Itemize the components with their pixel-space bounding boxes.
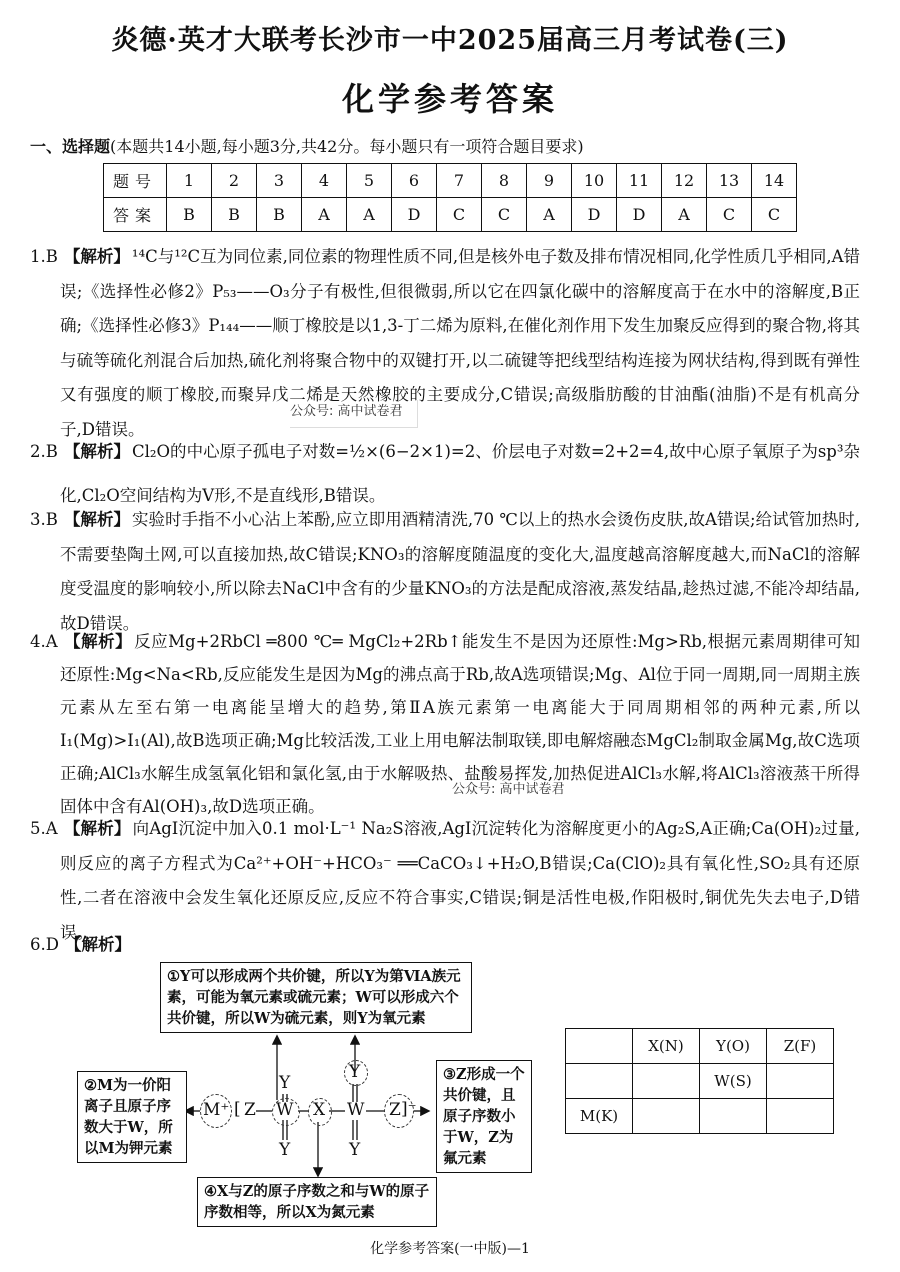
table-cell: X(N) [633,1029,700,1064]
page-title: 化学参考答案 [341,80,558,118]
table-cell: M(K) [566,1099,633,1134]
question-number: 4.A [30,632,58,651]
watermark: 公众号: 高中试卷君 [452,782,565,797]
table-cell [633,1099,700,1134]
analysis-tag: 【解析】 [63,510,131,529]
question-number-cell: 2 [212,164,257,198]
atom-m: M⁺ [203,1100,230,1120]
question-explanation: 向AgI沉淀中加入0.1 mol·L⁻¹ Na₂S溶液,AgI沉淀转化为溶解度更小的Ag₂S,A正确;Ca(OH)₂过量,则反应的离子方程式为Ca²⁺+OH⁻+HCO₃⁻ ══CaCO₃↓+H₂O,B错误;Ca(ClO)₂具有氧化性,SO₂具有还原性,二者在溶液中会发生氧化还原反应,反应不符合事实,C错误;铜是活性电极,作阳极时,铜优先失去电子,D错误。 [60,819,860,942]
question-number: 1.B [30,247,58,266]
question-number-cell: 1 [167,164,212,198]
analysis-tag: 【解析】 [63,819,131,838]
question-explanation: Cl₂O的中心原子孤电子对数=½×(6−2×1)=2、价层电子对数=2+2=4,故中心原子氧原子为sp³杂化,Cl₂O空间结构为V形,不是直线形,B错误。 [60,442,860,505]
watermark: 公众号: 高中试卷君 [290,400,418,428]
table-cell [566,1029,633,1064]
analysis-tag: 【解析】 [63,632,133,651]
answer-cell: D [392,198,437,232]
answer-cell: B [167,198,212,232]
answer-cell: D [617,198,662,232]
question-explanation: 反应Mg+2RbCl ═800 ℃═ MgCl₂+2Rb↑能发生不是因为还原性:Mg>Rb,根据元素周期律可知还原性:Mg<Na<Rb,反应能发生是因为Mg的沸点高于Rb,故A选项错误;Mg、Al位于同一周期,同一周期主族元素从左至右第一电离能呈增大的趋势,第ⅡA族元素第一电离能大于同周期相邻的两种元素,所以I₁(Mg)>I₁(Al),故B选项正确;Mg比较活泼,工业上用电解法制取镁,即电解熔融态MgCl₂制取金属Mg,故C选项正确;AlCl₃水解生成氢氧化铝和氯化氢,由于水解吸热、盐酸易挥发,加热促进AlCl₃水解,将AlCl₃溶液蒸干所得固体中含有Al(OH)₃,故D选项正确。 [60,632,861,816]
table-cell [700,1099,767,1134]
table-row [566,1099,834,1134]
answer-cell: B [212,198,257,232]
annotation-box-4: ④X与Z的原子序数之和与W的原子序数相等，所以X为氮元素 [197,1177,437,1227]
question-number-cell: 4 [302,164,347,198]
atom-z: Z [244,1100,256,1120]
atom-y: Y [279,1140,291,1160]
analysis-tag: 【解析】 [63,247,130,266]
table-row [566,1064,834,1099]
question-number: 5.A [30,819,58,838]
question-number-cell: 13 [707,164,752,198]
table-cell: Z(F) [767,1029,834,1064]
atom-w: W [347,1100,365,1120]
question-number-cell: 3 [257,164,302,198]
table-row [566,1029,834,1064]
periodic-table-excerpt [565,1028,834,1134]
answer-cell: D [572,198,617,232]
section-desc: (本题共14小题,每小题3分,共42分。每小题只有一项符合题目要求) [110,137,584,156]
answer-cell: C [437,198,482,232]
question-number: 2.B [30,442,58,461]
answer-cell: C [707,198,752,232]
question-number-cell: 7 [437,164,482,198]
table-cell: W(S) [700,1064,767,1099]
question-number-cell: 14 [752,164,797,198]
atom-y: Y [349,1062,361,1082]
table-cell [633,1064,700,1099]
answer-cell: A [302,198,347,232]
answer-cell: C [752,198,797,232]
question-number-cell: 5 [347,164,392,198]
table-cell [767,1099,834,1134]
page-footer: 化学参考答案(一中版)—1 [370,1241,530,1257]
question-number-cell: 10 [572,164,617,198]
bracket-left: [ [234,1099,241,1119]
answer-cell: A [347,198,392,232]
exam-title: 炎德·英才大联考长沙市一中2025届高三月考试卷(三) [111,25,789,56]
question-number-cell: 12 [662,164,707,198]
analysis-tag: 【解析】 [64,935,131,954]
question-number-cell: 11 [617,164,662,198]
row-header: 题号 [104,164,167,198]
question-number-cell: 8 [482,164,527,198]
atom-y: Y [279,1073,291,1093]
atom-x: X [313,1100,326,1120]
atom-y: Y [349,1140,361,1160]
table-cell: Y(O) [700,1029,767,1064]
answer-cell: A [662,198,707,232]
atom-w: W [276,1100,294,1120]
atom-z: Z [389,1100,401,1120]
answer-cell: A [527,198,572,232]
annotation-box-2: ②M为一价阳离子且原子序数大于W，所以M为钾元素 [77,1071,187,1163]
answer-cell: B [257,198,302,232]
table-cell [767,1064,834,1099]
question-explanation: 实验时手指不小心沾上苯酚,应立即用酒精清洗,70 ℃以上的热水会烫伤皮肤,故A错误;给试管加热时,不需要垫陶土网,可以直接加热,故C错误;KNO₃的溶解度随温度的变化大,温度越高溶解度越大,而NaCl的溶解度受温度的影响较小,所以除去NaCl中含有的少量KNO₃的方法是配成溶液,蒸发结晶,趁热过滤,不能冷却结晶,故D错误。 [60,510,861,633]
annotation-box-3: ③Z形成一个共价键，且原子序数小于W，Z为氟元素 [436,1060,532,1173]
question-number: 6.D [30,935,59,954]
question-number-cell: 9 [527,164,572,198]
table-cell [566,1064,633,1099]
analysis-tag: 【解析】 [63,442,130,461]
question-number: 3.B [30,510,58,529]
section-label: 一、选择题 [30,137,111,156]
annotation-box-1: ①Y可以形成两个共价键，所以Y为第ⅥA族元素，可能为氧元素或硫元素；W可以形成六个共价键，所以W为硫元素，则Y为氧元素 [160,962,472,1033]
answer-cell: C [482,198,527,232]
question-explanation: ¹⁴C与¹²C互为同位素,同位素的物理性质不同,但是核外电子数及排布情况相同,化学性质几乎相同,A错误;《选择性必修2》P₅₃——O₃分子有极性,但很微弱,所以它在四氯化碳中的溶解度高于在水中的溶解度,B正确;《选择性必修3》P₁₄₄——顺丁橡胶是以1,3-丁二烯为原料,在催化剂作用下发生加聚反应得到的聚合物,将其与硫等硫化剂混合后加热,硫化剂将聚合物中的双键打开,以二硫键等把线型结构连接为网状结构,得到既有弹性又有强度的顺丁橡胶,而聚异戊二烯是天然橡胶的主要成分,C错误;高级脂肪酸的甘油酯(油脂)不是有机高分子,D错误。 [60,247,861,439]
question-number-cell: 6 [392,164,437,198]
bracket-right: ]⁻ [401,1099,417,1119]
row-header: 答案 [104,198,167,232]
